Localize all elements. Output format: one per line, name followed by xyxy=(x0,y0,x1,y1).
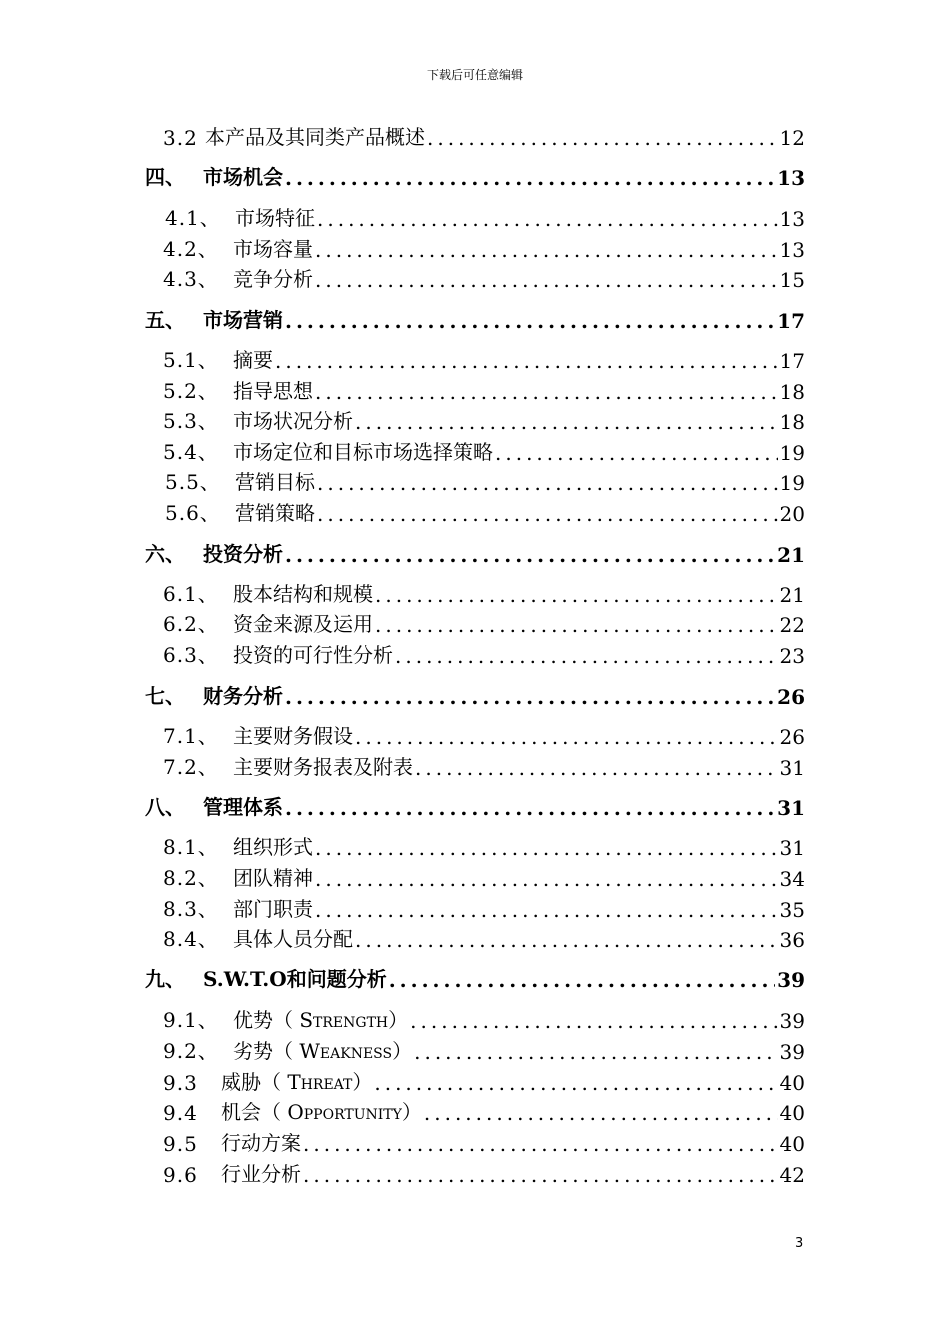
toc-entry-title: 行业分析 xyxy=(221,1162,301,1186)
toc-entry-page: 22 xyxy=(779,613,805,637)
toc-entry[interactable] xyxy=(165,496,805,526)
toc-entry[interactable] xyxy=(163,404,805,434)
toc-entry-page: 20 xyxy=(779,502,805,526)
toc-entry-number: 六、 xyxy=(145,542,185,566)
toc-entry-page: 18 xyxy=(779,410,805,434)
toc-entry-title: 机会（ Opportunity） xyxy=(221,1100,422,1124)
toc-entry-title: 营销目标 xyxy=(235,470,315,494)
toc-entry-number: 5.1、 xyxy=(163,348,219,372)
toc-entry-title: 市场状况分析 xyxy=(233,409,353,433)
toc-entry-title: 部门职责 xyxy=(233,897,313,921)
toc-entry-title: 竞争分析 xyxy=(233,267,313,291)
toc-entry[interactable] xyxy=(163,1065,805,1095)
toc-entry-number: 8.2、 xyxy=(163,866,219,890)
toc-entry-number: 4.1、 xyxy=(165,206,221,230)
toc-entry-title: 具体人员分配 xyxy=(233,927,353,951)
toc-leader-dots xyxy=(285,543,775,567)
toc-entry-title: 营销策略 xyxy=(235,501,315,525)
toc-leader-dots xyxy=(315,268,778,292)
toc-entry-number: 9.3 xyxy=(163,1071,198,1095)
toc-entry[interactable] xyxy=(163,577,805,607)
toc-entry-title: 主要财务报表及附表 xyxy=(233,755,413,779)
toc-entry-page: 40 xyxy=(779,1101,805,1125)
toc-entry-page: 19 xyxy=(779,471,805,495)
toc-entry-title: 市场特征 xyxy=(235,206,315,230)
toc-entry[interactable] xyxy=(163,830,805,860)
toc-entry-page: 18 xyxy=(779,380,805,404)
toc-entry[interactable] xyxy=(163,861,805,891)
toc-leader-dots xyxy=(317,471,778,495)
toc-entry-number: 四、 xyxy=(145,165,185,189)
toc-entry[interactable] xyxy=(163,374,805,404)
toc-chapter[interactable] xyxy=(145,303,805,333)
toc-leader-dots xyxy=(424,1101,778,1125)
toc-entry-number: 7.1、 xyxy=(163,724,219,748)
toc-leader-dots xyxy=(315,836,778,860)
toc-entry-number: 9.5 xyxy=(163,1132,198,1156)
toc-chapter[interactable] xyxy=(145,679,805,709)
toc-entry-number: 8.4、 xyxy=(163,927,219,951)
toc-entry[interactable] xyxy=(163,1095,805,1125)
toc-entry[interactable] xyxy=(165,465,805,495)
toc-leader-dots xyxy=(374,1071,777,1095)
toc-entry-title: 投资分析 xyxy=(203,542,283,566)
toc-leader-dots xyxy=(355,725,778,749)
toc-chapter[interactable] xyxy=(145,537,805,567)
toc-entry-number: 9.2、 xyxy=(163,1039,219,1063)
toc-entry[interactable] xyxy=(163,607,805,637)
toc-leader-dots xyxy=(355,928,778,952)
toc-entry-page: 21 xyxy=(779,583,805,607)
toc-leader-dots xyxy=(303,1132,778,1156)
toc-entry-number: 6.2、 xyxy=(163,612,219,636)
toc-entry[interactable] xyxy=(163,1034,805,1064)
toc-entry[interactable] xyxy=(163,232,805,262)
toc-entry-number: 五、 xyxy=(145,308,185,332)
toc-entry-title: 市场机会 xyxy=(203,165,283,189)
toc-entry-page: 40 xyxy=(779,1071,805,1095)
toc-entry[interactable] xyxy=(163,262,805,292)
toc-leader-dots xyxy=(317,502,778,526)
toc-leader-dots xyxy=(389,968,775,992)
toc-entry-page: 19 xyxy=(779,441,805,465)
toc-entry-title: 市场定位和目标市场选择策略 xyxy=(233,440,493,464)
toc-leader-dots xyxy=(375,613,778,637)
toc-leader-dots xyxy=(410,1009,777,1033)
toc-leader-dots xyxy=(395,644,778,668)
page-number: 3 xyxy=(795,1236,804,1251)
toc-entry-number: 8.1、 xyxy=(163,835,219,859)
toc-leader-dots xyxy=(375,583,778,607)
toc-entry-title: 指导思想 xyxy=(233,379,313,403)
toc-entry-title: 财务分析 xyxy=(203,684,283,708)
toc-leader-dots xyxy=(285,309,775,333)
toc-entry-title: 团队精神 xyxy=(233,866,313,890)
toc-leader-dots xyxy=(285,796,775,820)
toc-entry[interactable] xyxy=(163,435,805,465)
toc-entry-number: 9.4 xyxy=(163,1101,198,1125)
toc-leader-dots xyxy=(415,756,778,780)
toc-leader-dots xyxy=(495,441,778,465)
toc-entry-number: 4.3、 xyxy=(163,267,219,291)
toc-entry-number: 3.2 xyxy=(163,126,198,150)
toc-leader-dots xyxy=(414,1040,777,1064)
toc-entry-number: 7.2、 xyxy=(163,755,219,779)
toc-entry-title: 摘要 xyxy=(233,348,273,372)
toc-entry-title: 市场营销 xyxy=(203,308,283,332)
toc-entry[interactable] xyxy=(163,922,805,952)
toc-leader-dots xyxy=(315,898,778,922)
toc-entry-page: 39 xyxy=(779,1040,805,1064)
toc-entry-number: 6.1、 xyxy=(163,582,219,606)
toc-entry-number: 6.3、 xyxy=(163,643,219,667)
toc-entry-page: 40 xyxy=(779,1132,805,1156)
toc-leader-dots xyxy=(285,166,775,190)
toc-entry-page: 31 xyxy=(777,796,805,820)
toc-entry-number: 5.2、 xyxy=(163,379,219,403)
toc-entry[interactable] xyxy=(163,750,805,780)
toc-entry[interactable] xyxy=(163,638,805,668)
toc-entry-page: 26 xyxy=(777,685,805,709)
toc-entry-title: 股本结构和规模 xyxy=(233,582,373,606)
toc-entry-title: 资金来源及运用 xyxy=(233,612,373,636)
toc-leader-dots xyxy=(317,207,778,231)
toc-entry-title: 本产品及其同类产品概述 xyxy=(205,125,425,149)
toc-entry-number: 8.3、 xyxy=(163,897,219,921)
toc-leader-dots xyxy=(315,380,778,404)
toc-entry-page: 31 xyxy=(779,756,805,780)
toc-entry-page: 36 xyxy=(779,928,805,952)
toc-entry-title: 威胁（ Threat） xyxy=(221,1070,373,1094)
toc-leader-dots xyxy=(315,867,778,891)
toc-entry-page: 26 xyxy=(779,725,805,749)
toc-entry[interactable] xyxy=(163,120,805,150)
toc-entry[interactable] xyxy=(163,892,805,922)
toc-entry-page: 15 xyxy=(779,268,805,292)
toc-entry-title: 投资的可行性分析 xyxy=(233,643,393,667)
page-header: 下载后可任意编辑 xyxy=(426,68,523,82)
toc-entry-title: 管理体系 xyxy=(203,795,283,819)
toc-entry-page: 13 xyxy=(779,207,805,231)
toc-entry-number: 9.6 xyxy=(163,1163,198,1187)
toc-entry[interactable] xyxy=(163,1126,805,1156)
toc-entry-title: 优势（ Strength） xyxy=(233,1008,409,1032)
toc-entry-title: 行动方案 xyxy=(221,1131,301,1155)
toc-chapter[interactable] xyxy=(145,160,805,190)
toc-entry-number: 七、 xyxy=(145,684,185,708)
toc-entry-page: 13 xyxy=(779,238,805,262)
toc-entry[interactable] xyxy=(163,343,805,373)
toc-entry-page: 17 xyxy=(779,349,805,373)
toc-entry-page: 39 xyxy=(777,968,805,992)
toc-entry-title: 主要财务假设 xyxy=(233,724,353,748)
toc-leader-dots xyxy=(303,1163,778,1187)
toc-entry-number: 5.4、 xyxy=(163,440,219,464)
toc-entry[interactable] xyxy=(163,1157,805,1187)
toc-entry-page: 34 xyxy=(779,867,805,891)
toc-entry-number: 九、 xyxy=(145,967,185,991)
toc-entry-number: 5.3、 xyxy=(163,409,219,433)
toc-leader-dots xyxy=(315,238,778,262)
toc-entry-number: 八、 xyxy=(145,795,185,819)
toc-entry[interactable] xyxy=(165,201,805,231)
toc-chapter[interactable] xyxy=(145,962,805,992)
toc-entry-page: 13 xyxy=(777,166,805,190)
toc-entry-page: 21 xyxy=(777,543,805,567)
toc-entry-number: 5.6、 xyxy=(165,501,221,525)
toc-entry-page: 31 xyxy=(779,836,805,860)
toc-entry-title: 劣势（ Weakness） xyxy=(233,1039,413,1063)
toc-entry-title: S.W.T.O和问题分析 xyxy=(203,967,387,991)
toc-entry-page: 23 xyxy=(779,644,805,668)
toc-entry-number: 5.5、 xyxy=(165,470,221,494)
toc-entry-number: 4.2、 xyxy=(163,237,219,261)
toc-leader-dots xyxy=(275,349,778,373)
toc-entry-number: 9.1、 xyxy=(163,1008,219,1032)
toc-entry-title: 市场容量 xyxy=(233,237,313,261)
toc-entry-page: 39 xyxy=(779,1009,805,1033)
toc-entry[interactable] xyxy=(163,719,805,749)
toc-leader-dots xyxy=(427,126,778,150)
toc-entry[interactable] xyxy=(163,1003,805,1033)
toc-leader-dots xyxy=(355,410,778,434)
toc-entry-page: 42 xyxy=(779,1163,805,1187)
toc-entry-page: 35 xyxy=(779,898,805,922)
toc-entry-page: 12 xyxy=(779,126,805,150)
toc-leader-dots xyxy=(285,685,775,709)
toc-chapter[interactable] xyxy=(145,790,805,820)
toc-entry-page: 17 xyxy=(777,309,805,333)
toc-entry-title: 组织形式 xyxy=(233,835,313,859)
